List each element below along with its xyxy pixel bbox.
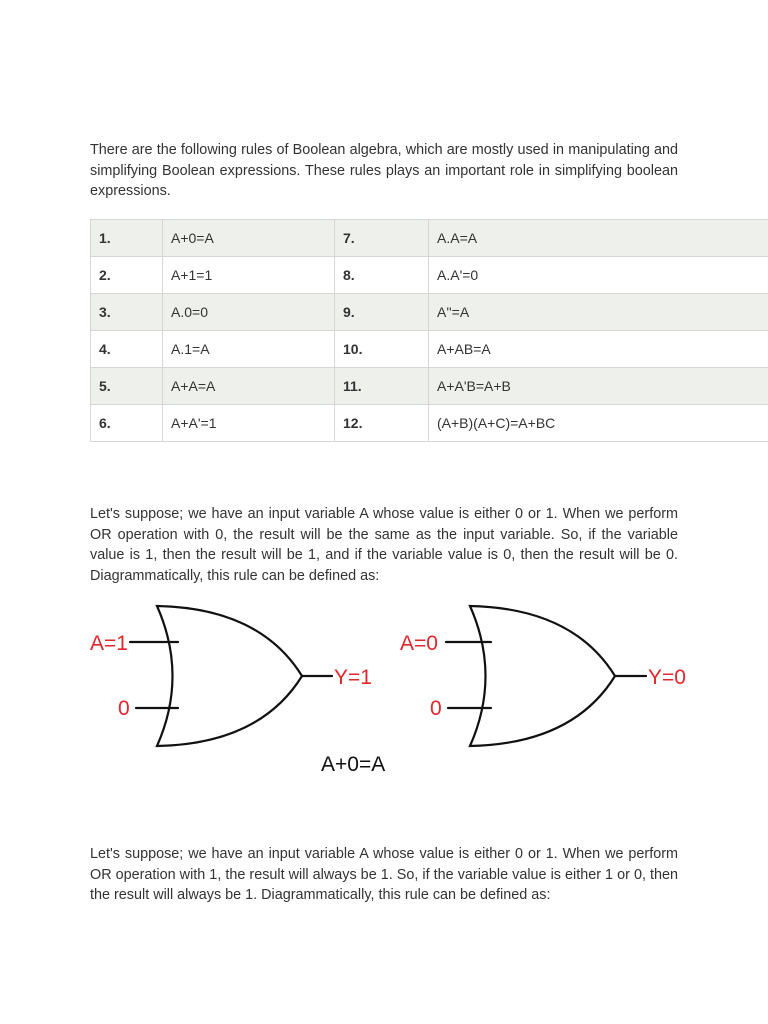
rule-number: 11. (335, 368, 429, 405)
rule-number: 9. (335, 294, 429, 331)
table-row (91, 368, 768, 405)
intro-paragraph: There are the following rules of Boolean algebra, which are mostly used in manipulating and simplifying Boolean expressions. These rules plays an important role in simplifying boolean expressions. (90, 142, 678, 199)
rule-number: 6. (91, 405, 163, 442)
gate-2-output-label: Y=0 (648, 666, 686, 689)
table-row (91, 257, 768, 294)
table-row (91, 220, 768, 257)
rule-number: 8. (335, 257, 429, 294)
rule-expression: A+AB=A (429, 331, 768, 368)
rule-expression: A.A'=0 (429, 257, 768, 294)
rule-expression: A.0=0 (163, 294, 335, 331)
or-with-one-paragraph: Let's suppose; we have an input variable A whose value is either 0 or 1. When we perform OR operation with 1, the result will always be 1. So, if the variable value is either 1 or 0, then the result will always be 1. Diagrammatically, this rule can be defined as: (90, 846, 678, 903)
rule-number: 12. (335, 405, 429, 442)
diagram-caption: A+0=A (321, 753, 386, 776)
or-gate-diagram (80, 596, 720, 786)
boolean-rules-table (90, 219, 768, 442)
gate-2-input-b-label: 0 (430, 697, 442, 720)
table-row (91, 331, 768, 368)
table-row (91, 294, 768, 331)
rule-expression: A.1=A (163, 331, 335, 368)
gate-1-input-b-label: 0 (118, 697, 130, 720)
or-gate-1-shape (157, 606, 302, 746)
rule-expression: A+0=A (163, 220, 335, 257)
table-row (91, 405, 768, 442)
rule-expression: A+A'B=A+B (429, 368, 768, 405)
rule-number: 1. (91, 220, 163, 257)
rule-expression: A''=A (429, 294, 768, 331)
gate-1-output-label: Y=1 (334, 666, 372, 689)
rule-expression: A+A'=1 (163, 405, 335, 442)
rule-expression: A.A=A (429, 220, 768, 257)
rule-expression: A+1=1 (163, 257, 335, 294)
rule-number: 2. (91, 257, 163, 294)
or-gate-2-shape (470, 606, 615, 746)
or-with-zero-paragraph: Let's suppose; we have an input variable A whose value is either 0 or 1. When we perform OR operation with 0, the result will be the same as the input variable. So, if the variable value is 1, then the result will be 1, and if the variable value is 0, then the result will be 0. Diagrammatically, this rule can be defined as: (90, 506, 678, 584)
rule-expression: (A+B)(A+C)=A+BC (429, 405, 768, 442)
rule-number: 3. (91, 294, 163, 331)
gate-1-input-a-label: A=1 (90, 632, 128, 655)
rule-number: 7. (335, 220, 429, 257)
rule-number: 10. (335, 331, 429, 368)
rule-number: 4. (91, 331, 163, 368)
gate-2-input-a-label: A=0 (400, 632, 438, 655)
rule-number: 5. (91, 368, 163, 405)
rule-expression: A+A=A (163, 368, 335, 405)
